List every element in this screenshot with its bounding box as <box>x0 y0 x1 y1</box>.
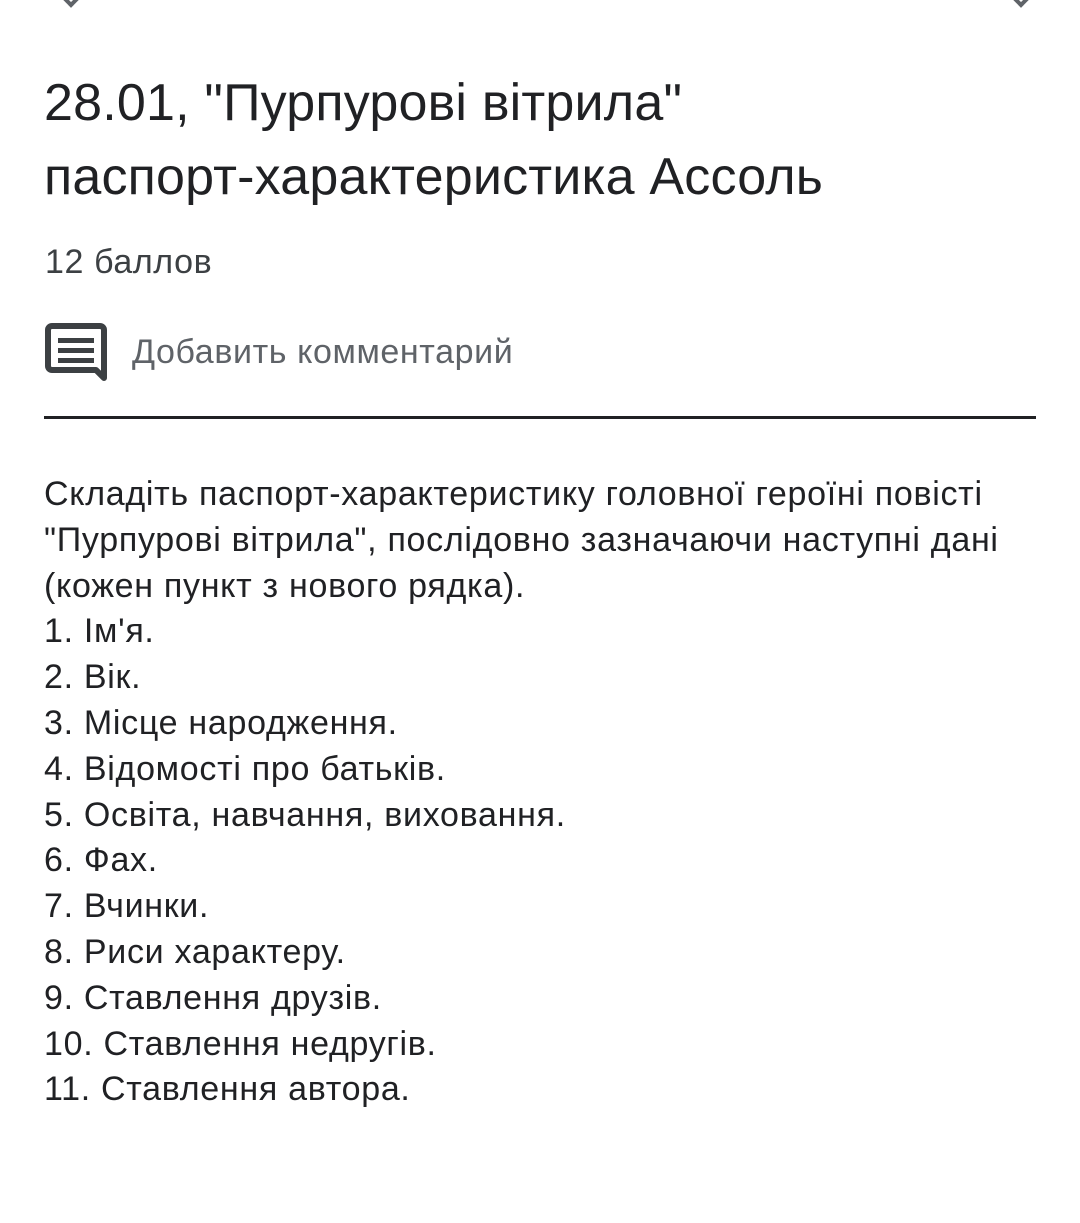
section-divider <box>44 416 1036 419</box>
add-comment-label: Добавить комментарий <box>132 333 514 371</box>
top-edge-controls <box>0 0 1080 8</box>
list-item: 10. Ставлення недругів. <box>44 1024 437 1063</box>
chevron-down-icon[interactable] <box>58 0 83 8</box>
list-item: 8. Риси характеру. <box>44 932 346 971</box>
list-item: 7. Вчинки. <box>44 887 210 926</box>
list-item: 9. Ставлення друзів. <box>44 978 382 1017</box>
assignment-title-line-1: 28.01, "Пурпурові вітрила" <box>44 74 683 132</box>
list-item: 4. Відомості про батьків. <box>44 749 446 788</box>
list-item: 6. Фах. <box>44 841 158 880</box>
list-item: 2. Вік. <box>44 658 142 697</box>
list-item: 11. Ставлення автора. <box>44 1070 411 1109</box>
comment-icon <box>44 318 108 382</box>
points-label: 12 баллов <box>45 243 213 281</box>
list-item: 5. Освіта, навчання, виховання. <box>44 795 566 834</box>
assignment-description <box>44 472 1044 1113</box>
list-item: 1. Ім'я. <box>44 612 155 651</box>
assignment-title-line-2: паспорт-характеристика Ассоль <box>44 148 824 206</box>
assignment-title <box>44 66 1044 214</box>
add-comment-button[interactable] <box>44 318 744 382</box>
description-intro: Складіть паспорт-характеристику головної героїні повісті "Пурпурові вітрила", послідовно зазначаючи наступні дані (кожен пункт з нового рядка). <box>44 475 999 605</box>
list-item: 3. Місце народження. <box>44 703 398 742</box>
chevron-down-icon[interactable] <box>1008 0 1033 8</box>
